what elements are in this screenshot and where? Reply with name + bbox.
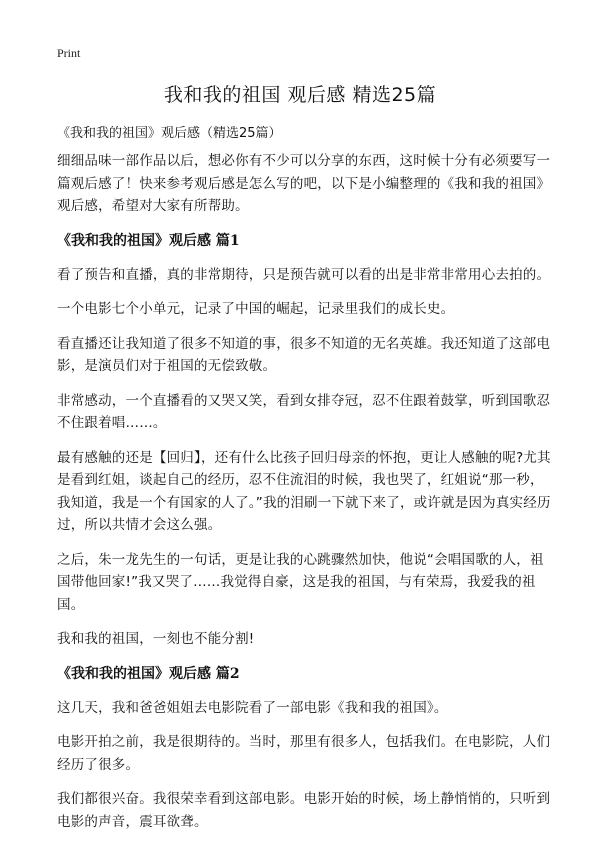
paragraph: 这几天，我和爸爸姐姐去电影院看了一部电影《我和我的祖国》。 [57, 699, 448, 716]
paragraph: 之后，朱一龙先生的一句话，更是让我的心跳骤然加快，他说“会唱国歌的人，祖国带他回家!”我又哭了……我觉得自豪，这是我的祖国，与有荣焉，我爱我的祖国。 [57, 551, 544, 613]
section-heading: 《我和我的祖国》观后感 篇1 [57, 232, 240, 249]
paragraph: 看了预告和直播，真的非常期待，只是预告就可以看的出是非常非常用心去拍的。 [57, 266, 551, 283]
paragraph: 电影开拍之前，我是很期待的。当时，那里有很多人，包括我们。在电影院，人们经历了很多。 [57, 734, 551, 773]
paragraph: 我们都很兴奋。我很荣幸看到这部电影。电影开始的时候，场上静悄悄的，只听到电影的声音，震耳欲聋。 [57, 791, 551, 830]
section-1 [57, 230, 555, 651]
paragraph: 一个电影七个小单元，记录了中国的崛起，记录里我们的成长史。 [57, 301, 455, 317]
section-heading: 《我和我的祖国》观后感 篇2 [57, 665, 240, 682]
document-subtitle: 《我和我的祖国》观后感（精选25篇） [57, 126, 282, 141]
page-title: 我和我的祖国 观后感 精选25篇 [163, 84, 437, 106]
print-link[interactable]: Print [57, 46, 81, 60]
paragraph: 最有感触的还是【回归】，还有什么比孩子回归母亲的怀抱，更让人感触的呢?尤其是看到红姐，谈起自己的经历，忍不住流泪的时候，我也哭了，红姐说“那一秒，我知道，我是一个有国家的人了。”我的泪刷一下就下来了，或许就是因为真实经历过，所以共情才会这么强。 [57, 449, 551, 533]
paragraph: 看直播还让我知道了很多不知道的事，很多不知道的无名英雄。我还知道了这部电影，是演员们对于祖国的无偿致敬。 [57, 335, 551, 374]
intro-paragraph: 细细品味一部作品以后，想必你有不少可以分享的东西，这时候十分有必须要写一篇观后感了！快来参考观后感是怎么写的吧，以下是小编整理的《我和我的祖国》观后感，希望对大家有所帮助。 [57, 153, 551, 214]
section-2 [57, 663, 555, 834]
document-body [57, 150, 555, 845]
paragraph: 非常感动，一个直播看的又哭又笑，看到女排夺冠，忍不住跟着鼓掌，听到国歌忍不住跟着唱……。 [57, 392, 551, 431]
paragraph: 我和我的祖国，一刻也不能分割! [57, 631, 255, 647]
